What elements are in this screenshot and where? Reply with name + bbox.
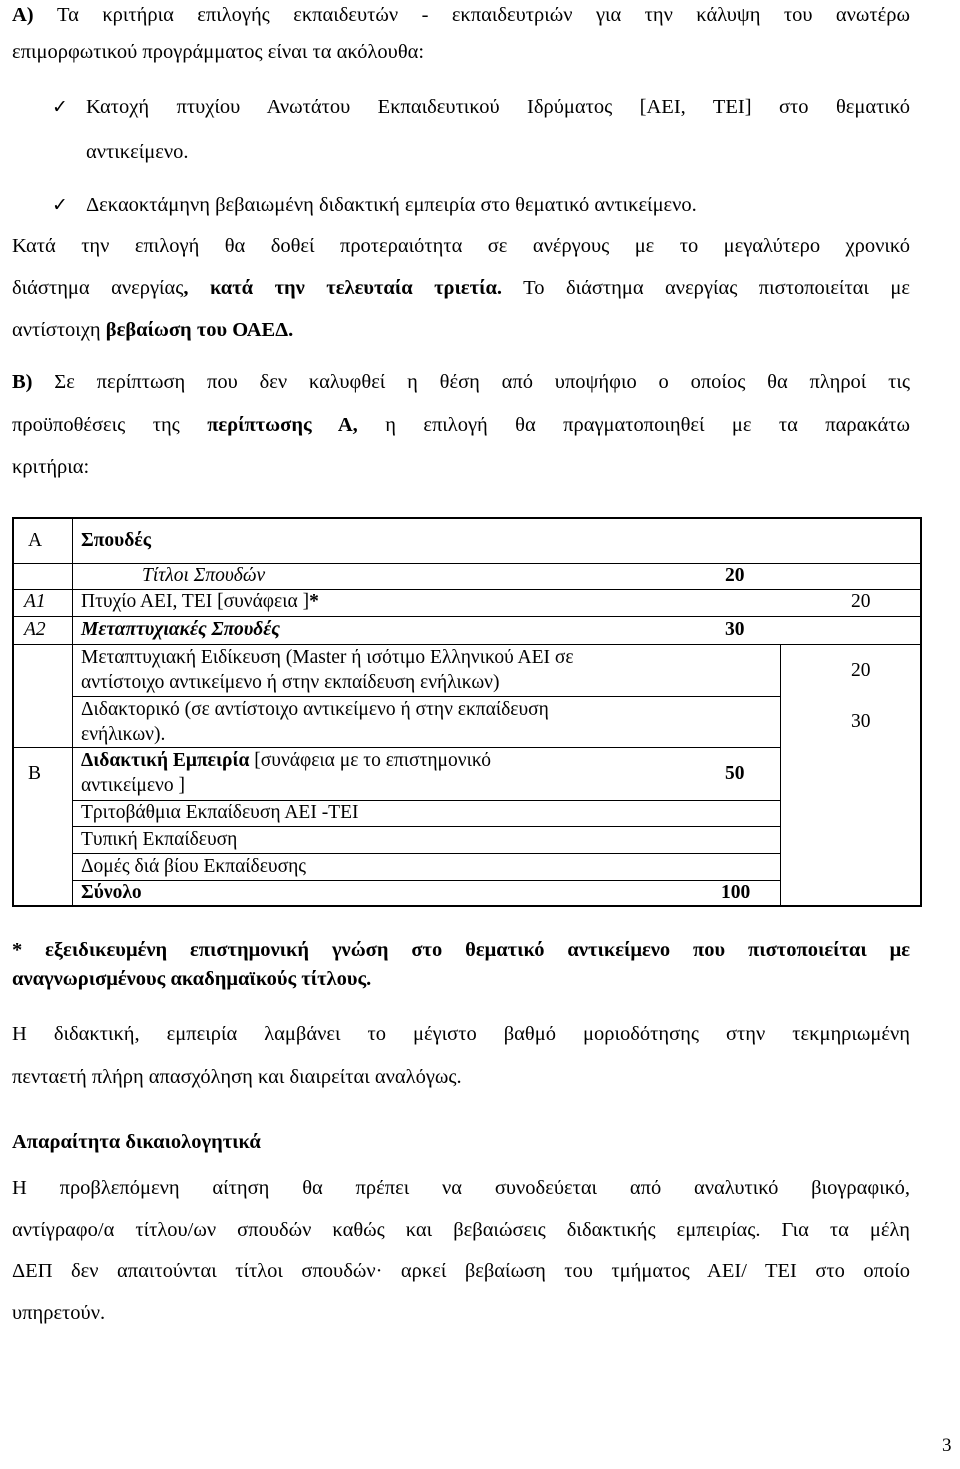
table-border-bottom [12, 905, 921, 907]
table-col-sep-code [72, 517, 73, 907]
priority-para-line-2: διάστημα ανεργίας, κατά την τελευταία τριετία. Το διάστημα ανεργίας πιστοποιείται με [12, 277, 910, 299]
degree-label: Πτυχίο ΑΕΙ, ΤΕΙ [συνάφεια ]* [81, 591, 319, 612]
table-row-line [12, 747, 781, 748]
titles-label: Τίτλοι Σπουδών [142, 565, 266, 586]
lifelong-label: Δομές διά βίου Εκπαίδευσης [81, 856, 307, 877]
table-row-line [72, 880, 781, 881]
titles-points: 20 [725, 565, 745, 586]
documents-line-4: υπηρετούν. [12, 1302, 106, 1324]
table-col-sep-points [780, 645, 781, 907]
table-border-left [12, 517, 14, 907]
postgrad-label: Μεταπτυχιακές Σπουδές [81, 619, 280, 640]
code-a2: Α2 [24, 619, 46, 640]
master-points: 20 [851, 660, 871, 681]
master-line-1: Μεταπτυχιακή Ειδίκευση (Master ή ισότιμο Ελληνικού ΑΕΙ σε [81, 647, 574, 668]
teaching-note-line-1: Η διδακτική, εμπειρία λαμβάνει το μέγιστο βαθμό μοριοδότησης στην τεκμηριωμένη [12, 1023, 910, 1045]
degree-points: 20 [851, 591, 871, 612]
priority-para-line-3: αντίστοιχη βεβαίωση του ΟΑΕΔ. [12, 319, 294, 341]
experience-points: 50 [725, 763, 745, 784]
phd-line-1: Διδακτορικό (σε αντίστοιχο αντικείμενο ή στην εκπαίδευση [81, 699, 549, 720]
documents-line-2: αντίγραφο/α τίτλου/ων σπουδών καθώς και βεβαιώσεις διδακτικής εμπειρίας. Για τα μέλη [12, 1219, 910, 1241]
total-points: 100 [721, 882, 751, 903]
table-row-line [72, 696, 781, 697]
code-a1: Α1 [24, 591, 46, 612]
section-a-line-1: A) Τα κριτήρια επιλογής εκπαιδευτών - εκπαιδευτριών για την κάλυψη του ανωτέρω [12, 4, 910, 26]
table-row-line [12, 644, 921, 645]
documents-heading: Απαραίτητα δικαιολογητικά [12, 1131, 261, 1153]
table-row-line [72, 853, 781, 854]
footnote-line-2: αναγνωρισμένους ακαδημαϊκούς τίτλους. [12, 968, 372, 990]
section-a-line-2: επιμορφωτικού προγράμματος είναι τα ακόλουθα: [12, 41, 425, 63]
documents-line-1: Η προβλεπόμενη αίτηση θα πρέπει να συνοδεύεται από αναλυτικό βιογραφικό, [12, 1177, 910, 1199]
section-b-line-1: B) Σε περίπτωση που δεν καλυφθεί η θέση από υποψήφιο ο οποίος θα πληροί τις [12, 371, 910, 393]
section-b-line-3: κριτήρια: [12, 456, 90, 478]
code-a: Α [28, 530, 43, 551]
master-line-2: αντίστοιχο αντικείμενο ή στην εκπαίδευση ενήλικων) [81, 672, 500, 693]
formal-label: Τυπική Εκπαίδευση [81, 829, 238, 850]
experience-line-2: αντικείμενο ] [81, 775, 185, 796]
table-border-right [920, 517, 922, 907]
documents-line-3: ΔΕΠ δεν απαιτούνται τίτλοι σπουδών· αρκεί βεβαίωση του τμήματος ΑΕΙ/ ΤΕΙ στο οποίο [12, 1260, 910, 1282]
page-number: 3 [942, 1435, 952, 1456]
table-row-line [72, 826, 781, 827]
experience-line-1: Διδακτική Εμπειρία [συνάφεια με το επιστημονικό [81, 750, 491, 771]
section-b-line-2: προϋποθέσεις της περίπτωσης Α, η επιλογή θα πραγματοποιηθεί με τα παρακάτω [12, 414, 910, 436]
code-b: Β [28, 763, 42, 784]
studies-heading: Σπουδές [81, 530, 151, 551]
table-border-top [12, 517, 921, 519]
bullet-1-line-1: Κατοχή πτυχίου Ανωτάτου Εκπαιδευτικού Ιδρύματος [ΑΕΙ, ΤΕΙ] στο θεματικό [86, 96, 910, 118]
tertiary-label: Τριτοβάθμια Εκπαίδευση ΑΕΙ -ΤΕΙ [81, 802, 359, 823]
bullet-1-line-2: αντικείμενο. [86, 141, 189, 163]
phd-points: 30 [851, 711, 871, 732]
teaching-note-line-2: πενταετή πλήρη απασχόληση και διαιρείται αναλόγως. [12, 1066, 462, 1088]
checkmark-icon: ✓ [52, 96, 68, 118]
phd-line-2: ενήλικων). [81, 724, 166, 745]
priority-para-line-1: Κατά την επιλογή θα δοθεί προτεραιότητα σε ανέργους με το μεγαλύτερο χρονικό [12, 235, 910, 257]
total-label: Σύνολο [81, 882, 142, 903]
bullet-2: Δεκαοκτάμηνη βεβαιωμένη διδακτική εμπειρία στο θεματικό αντικείμενο. [86, 194, 697, 216]
footnote-line-1: * εξειδικευμένη επιστημονική γνώση στο θεματικό αντικείμενο που πιστοποιείται με [12, 939, 910, 961]
table-row-line [12, 616, 921, 617]
checkmark-icon: ✓ [52, 194, 68, 216]
postgrad-points: 30 [725, 619, 745, 640]
